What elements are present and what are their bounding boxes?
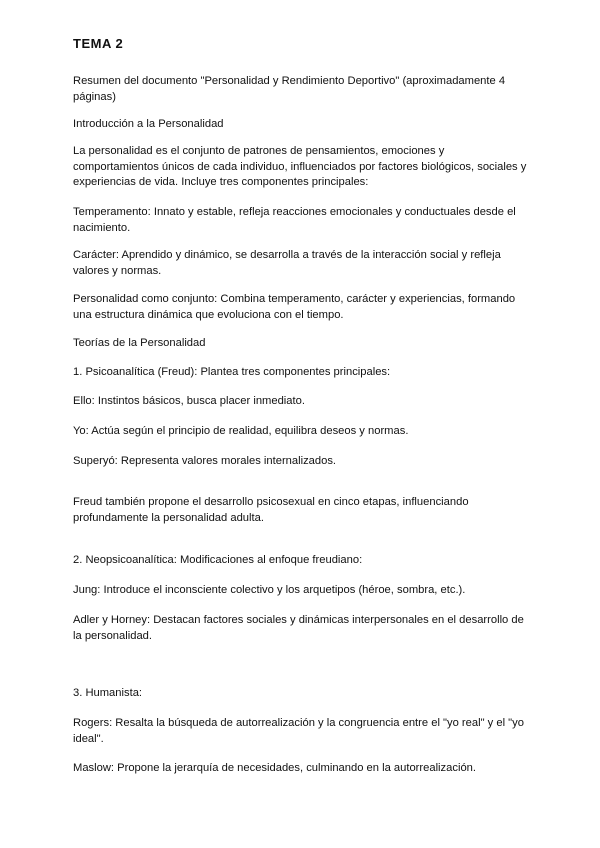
paragraph-psicoanalitica: 1. Psicoanalítica (Freud): Plantea tres componentes principales: <box>73 366 391 378</box>
paragraph-temperamento: Temperamento: Innato y estable, refleja reacciones emocionales y conductuales desde el nacimiento. <box>73 206 516 234</box>
section-heading-teorias: Teorías de la Personalidad <box>73 337 206 349</box>
paragraph-humanista: 3. Humanista: <box>73 687 143 699</box>
paragraph-rogers: Rogers: Resalta la búsqueda de autorrealización y la congruencia entre el "yo real" y el "yo ideal". <box>73 717 524 745</box>
paragraph-caracter: Carácter: Aprendido y dinámico, se desarrolla a través de la interacción social y refleja valores y normas. <box>73 249 501 277</box>
paragraph-freud-desarrollo: Freud también propone el desarrollo psicosexual en cinco etapas, influenciando profundamente la personalidad adulta. <box>73 496 469 524</box>
section-heading-introduction: Introducción a la Personalidad <box>73 118 224 130</box>
paragraph-jung: Jung: Introduce el inconsciente colectivo y los arquetipos (héroe, sombra, etc.). <box>73 584 466 596</box>
paragraph-maslow: Maslow: Propone la jerarquía de necesidades, culminando en la autorrealización. <box>73 762 476 774</box>
paragraph-ello: Ello: Instintos básicos, busca placer inmediato. <box>73 395 305 407</box>
paragraph-neopsicoanalitica: 2. Neopsicoanalítica: Modificaciones al enfoque freudiano: <box>73 554 363 566</box>
paragraph-superyo: Superyó: Representa valores morales internalizados. <box>73 455 337 467</box>
paragraph-definition: La personalidad es el conjunto de patrones de pensamientos, emociones y comportamientos únicos de cada individuo, influenciados por factores biológicos, sociales y experiencias de vida. Incluye tres componentes principales: <box>73 145 527 188</box>
paragraph-adler-horney: Adler y Horney: Destacan factores sociales y dinámicas interpersonales en el desarrollo de la personalidad. <box>73 614 524 642</box>
page-title: TEMA 2 <box>73 36 124 51</box>
paragraph-yo: Yo: Actúa según el principio de realidad, equilibra deseos y normas. <box>73 425 409 437</box>
summary-heading: Resumen del documento "Personalidad y Rendimiento Deportivo" (aproximadamente 4 páginas) <box>73 75 506 103</box>
paragraph-personalidad-conjunto: Personalidad como conjunto: Combina temperamento, carácter y experiencias, formando una estructura dinámica que evoluciona con el tiempo. <box>73 293 516 321</box>
